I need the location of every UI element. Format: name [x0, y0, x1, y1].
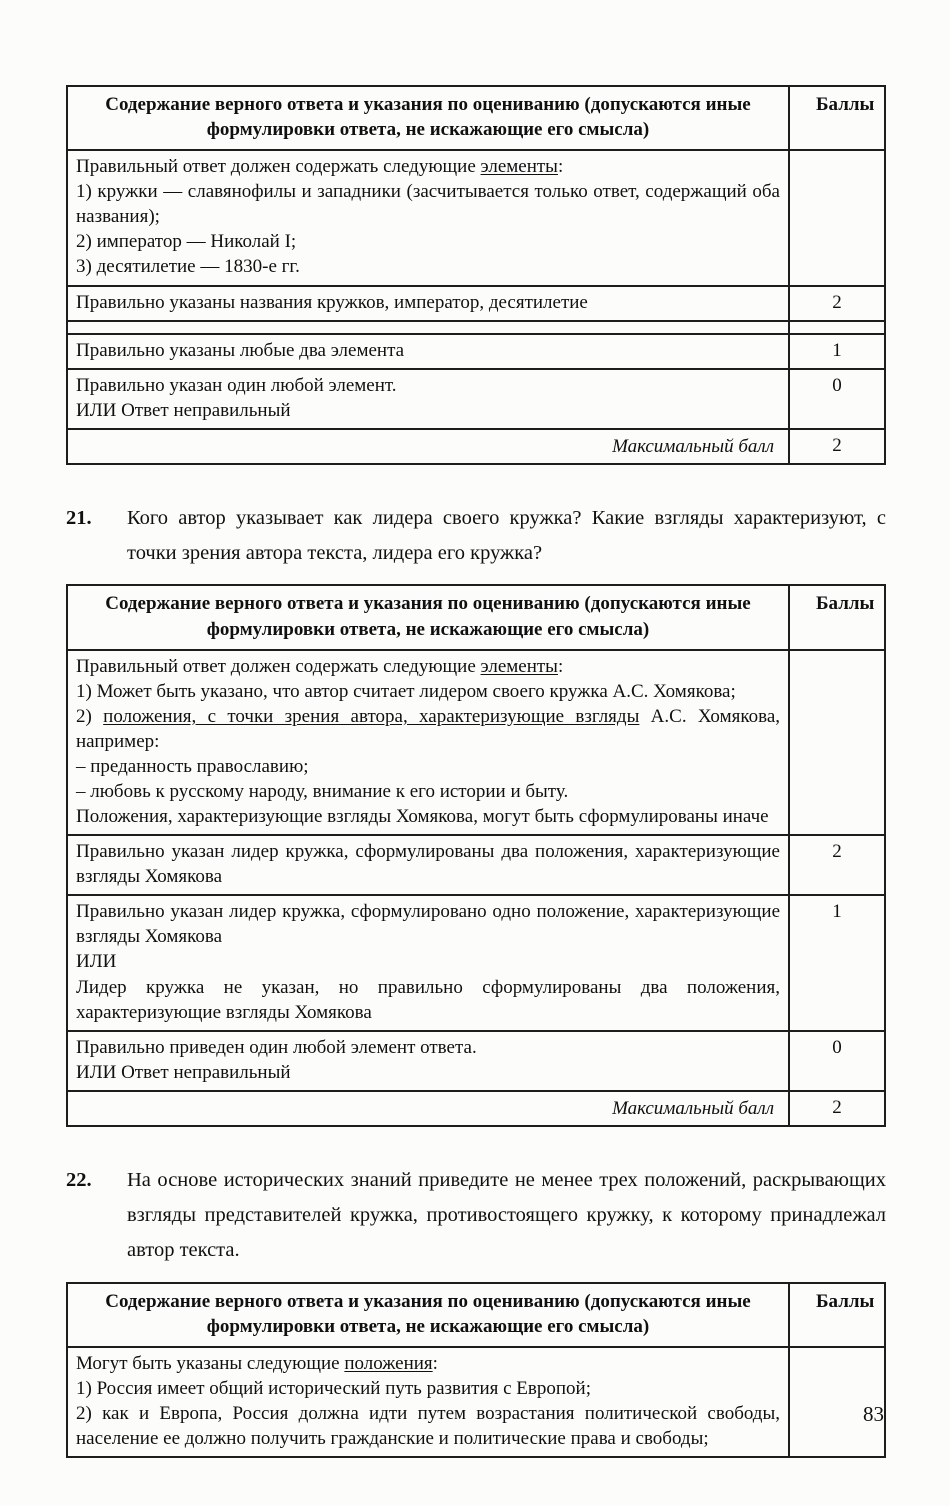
- score-header: Баллы: [789, 585, 885, 649]
- max-score-row: [67, 1091, 885, 1126]
- criteria-cell: Правильный ответ должен содержать следующие элементы: 1) кружки — славянофилы и западники (засчитывается только ответ, содержащий оба названия); 2) император — Николай I; 3) десятилетие — 1830-е гг.: [67, 150, 789, 285]
- criteria-cell: Правильно указан лидер кружка, сформулировано одно положение, характеризующие взгляды Хомякова ИЛИ Лидер кружка не указан, но правильно сформулированы два положения, характеризующие взгляды Хомякова: [67, 895, 789, 1030]
- criteria-cell: Могут быть указаны следующие положения: 1) Россия имеет общий исторический путь развития с Европой; 2) как и Европа, Россия должна идти путем возрастания политической свободы, население ее должно получить гражданские и политические права и свободы;: [67, 1347, 789, 1457]
- table-header-row: [67, 1283, 885, 1347]
- score-cell: 2: [789, 835, 885, 895]
- criteria-header: Содержание верного ответа и указания по оцениванию (допускаются иные формулировки ответа, не искажающие его смысла): [67, 86, 789, 150]
- question-22: [66, 1163, 886, 1269]
- table-row: [67, 650, 885, 836]
- table-row: [67, 1347, 885, 1457]
- table-row: [67, 835, 885, 895]
- table-row: [67, 1031, 885, 1091]
- criteria-cell: Правильно указаны любые два элемента: [67, 334, 789, 369]
- criteria-header: Содержание верного ответа и указания по оцениванию (допускаются иные формулировки ответа, не искажающие его смысла): [67, 1283, 789, 1347]
- criteria-cell: Правильно указаны названия кружков, император, десятилетие: [67, 286, 789, 321]
- score-cell: 0: [789, 369, 885, 429]
- page-content: [66, 85, 886, 1458]
- score-cell: [789, 650, 885, 836]
- question-number: 21.: [66, 506, 92, 529]
- table-row: [67, 895, 885, 1030]
- score-cell: 0: [789, 1031, 885, 1091]
- question-21: [66, 501, 886, 572]
- table-row: [67, 334, 885, 369]
- table-spacer-row: [67, 321, 885, 334]
- score-cell: 1: [789, 895, 885, 1030]
- max-score-value: 2: [789, 1091, 885, 1126]
- criteria-cell: Правильно указан лидер кружка, сформулированы два положения, характеризующие взгляды Хомякова: [67, 835, 789, 895]
- score-header: Баллы: [789, 86, 885, 150]
- max-score-label: Максимальный балл: [67, 429, 789, 464]
- max-score-row: [67, 429, 885, 464]
- table-row: [67, 150, 885, 285]
- criteria-cell: Правильный ответ должен содержать следующие элементы: 1) Может быть указано, что автор считает лидером своего кружка А.С. Хомякова; 2) положения, с точки зрения автора, характеризующие взгляды А.С. Хомякова, например: – преданность православию; – любовь к русскому народу, внимание к его истории и быту. Положения, характеризующие взгляды Хомякова, могут быть сформулированы иначе: [67, 650, 789, 836]
- page-number: 83: [863, 1402, 884, 1426]
- spacer-cell: [789, 321, 885, 334]
- spacer-cell: [67, 321, 789, 334]
- table-row: [67, 286, 885, 321]
- question-text: На основе исторических знаний приведите не менее трех положений, раскрывающих взгляды представителей кружка, противостоящего кружку, к которому принадлежал автор текста.: [127, 1168, 886, 1262]
- score-cell: 1: [789, 334, 885, 369]
- scoring-table-1: [66, 85, 886, 465]
- score-header: Баллы: [789, 1283, 885, 1347]
- table-row: [67, 369, 885, 429]
- max-score-label: Максимальный балл: [67, 1091, 789, 1126]
- scoring-table-2: [66, 584, 886, 1126]
- score-cell: 2: [789, 286, 885, 321]
- question-text: Кого автор указывает как лидера своего кружка? Какие взгляды характеризуют, с точки зрения автора текста, лидера его кружка?: [127, 506, 886, 565]
- criteria-cell: Правильно указан один любой элемент. ИЛИ Ответ неправильный: [67, 369, 789, 429]
- max-score-value: 2: [789, 429, 885, 464]
- table-header-row: [67, 86, 885, 150]
- question-number: 22.: [66, 1168, 92, 1191]
- scoring-table-3: [66, 1282, 886, 1458]
- score-cell: [789, 150, 885, 285]
- criteria-header: Содержание верного ответа и указания по оцениванию (допускаются иные формулировки ответа, не искажающие его смысла): [67, 585, 789, 649]
- table-header-row: [67, 585, 885, 649]
- criteria-cell: Правильно приведен один любой элемент ответа. ИЛИ Ответ неправильный: [67, 1031, 789, 1091]
